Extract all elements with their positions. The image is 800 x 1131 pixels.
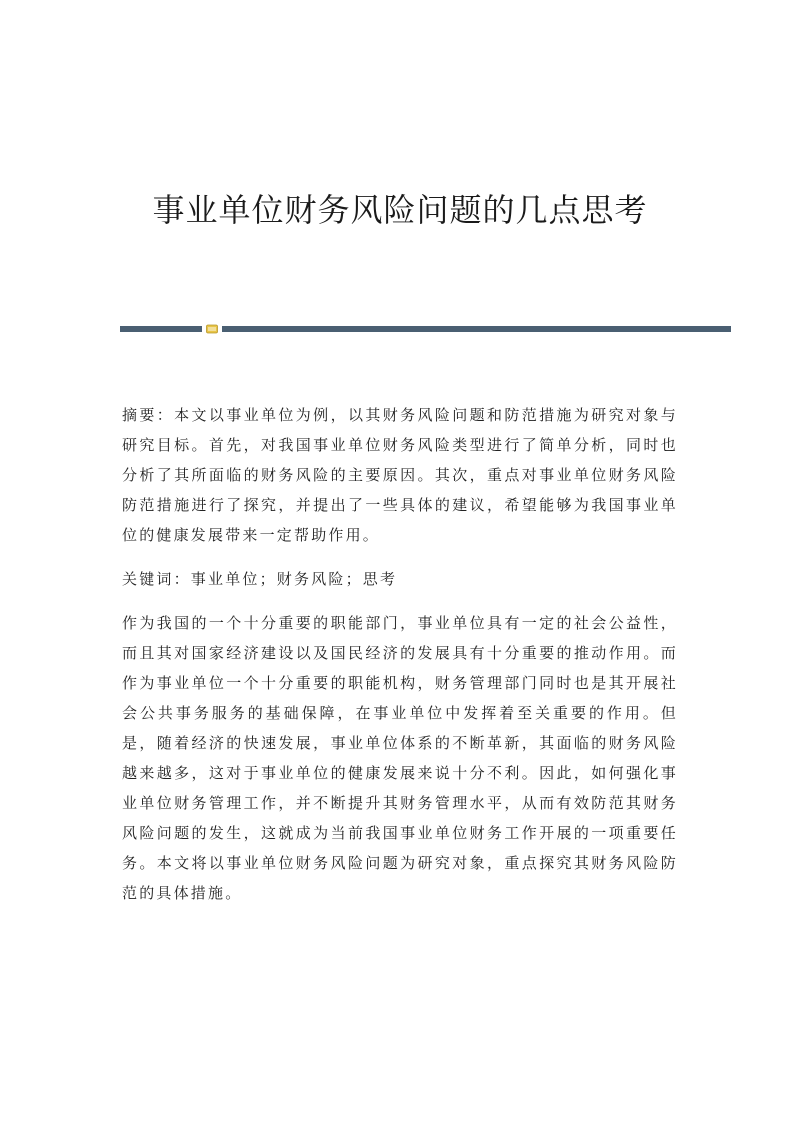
document-body bbox=[122, 400, 678, 908]
divider-bar-left bbox=[120, 326, 202, 332]
divider-emblem-icon bbox=[206, 324, 218, 334]
title-divider bbox=[120, 325, 731, 335]
keywords-line: 关键词：事业单位；财务风险；思考 bbox=[122, 570, 398, 588]
divider-bar-right bbox=[222, 326, 731, 332]
intro-paragraph: 作为我国的一个十分重要的职能部门，事业单位具有一定的社会公益性，而且其对国家经济建设以及国民经济的发展具有十分重要的推动作用。而作为事业单位一个十分重要的职能机构，财务管理部门同时也是其开展社会公共事务服务的基础保障，在事业单位中发挥着至关重要的作用。但是，随着经济的快速发展，事业单位体系的不断革新，其面临的财务风险越来越多，这对于事业单位的健康发展来说十分不利。因此，如何强化事业单位财务管理工作，并不断提升其财务管理水平，从而有效防范其财务风险问题的发生，这就成为当前我国事业单位财务工作开展的一项重要任务。本文将以事业单位财务风险问题为研究对象，重点探究其财务风险防范的具体措施。 bbox=[122, 614, 678, 902]
document-title: 事业单位财务风险问题的几点思考 bbox=[152, 191, 648, 229]
abstract-paragraph: 摘要：本文以事业单位为例，以其财务风险问题和防范措施为研究对象与研究目标。首先，对我国事业单位财务风险类型进行了简单分析，同时也分析了其所面临的财务风险的主要原因。其次，重点对事业单位财务风险防范措施进行了探究，并提出了一些具体的建议，希望能够为我国事业单位的健康发展带来一定帮助作用。 bbox=[122, 406, 678, 544]
